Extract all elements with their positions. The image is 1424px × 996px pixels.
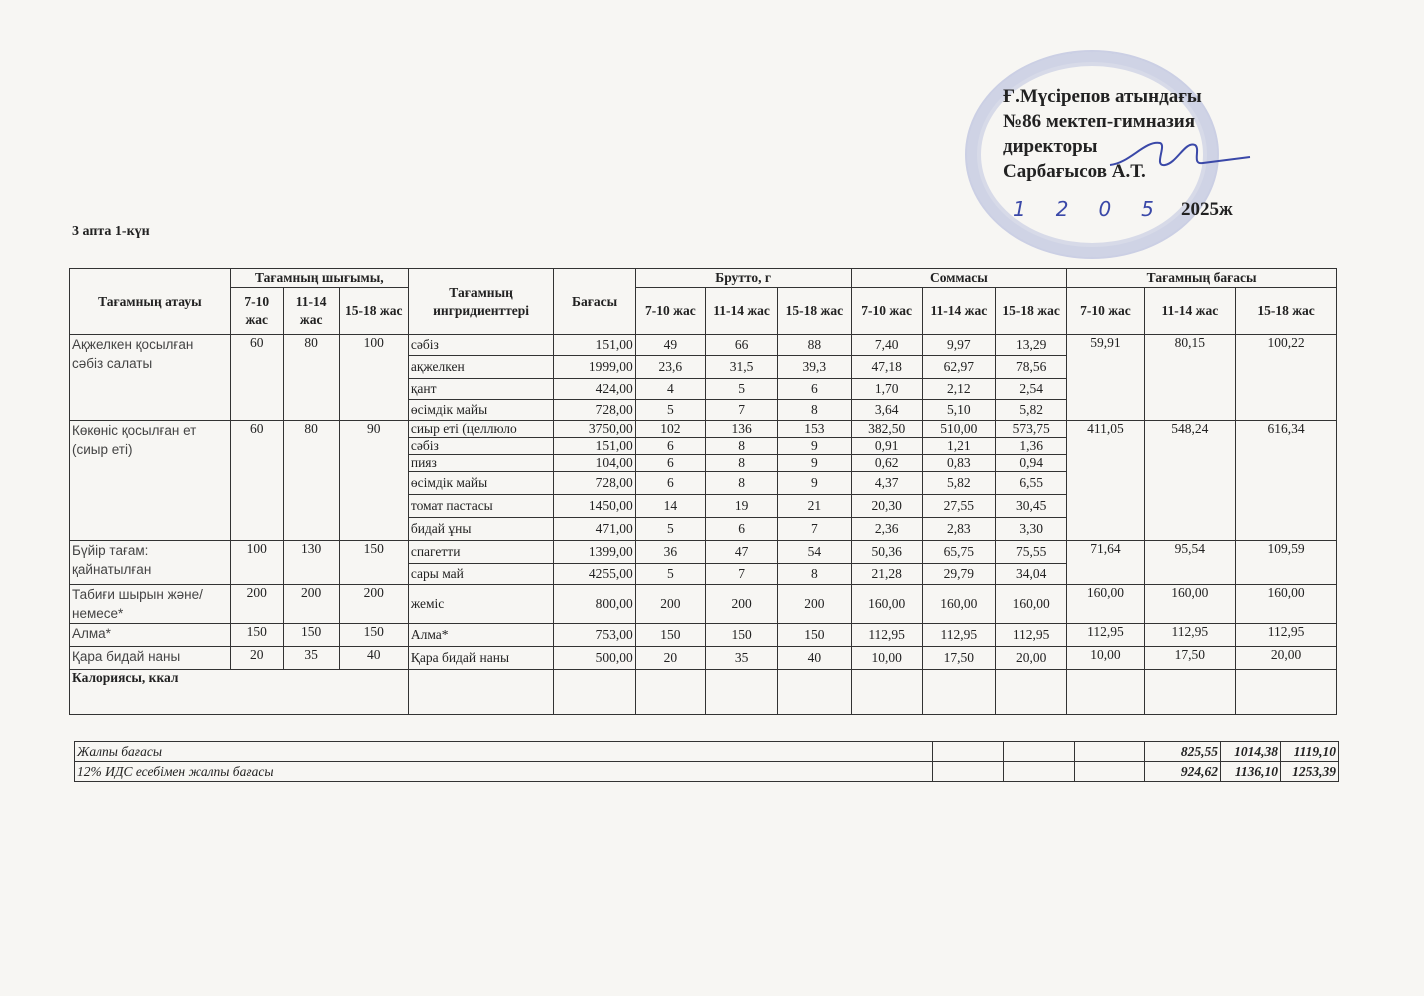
- ingredient-sum: 1,21: [922, 438, 995, 455]
- ingredient-sum: 21,28: [851, 564, 922, 585]
- total-11-14: 1014,38: [1221, 742, 1281, 762]
- ingredient-brutto: 8: [705, 455, 777, 472]
- ingredient-brutto: 9: [778, 438, 851, 455]
- ingredient-brutto: 6: [635, 438, 705, 455]
- dish-yield: 150: [283, 624, 339, 647]
- ingredient-price: 800,00: [554, 585, 635, 624]
- ingredient-sum: 5,82: [996, 400, 1067, 421]
- ingredient-brutto: 150: [705, 624, 777, 647]
- ingredient-brutto: 5: [635, 518, 705, 541]
- ingredient-brutto: 66: [705, 335, 777, 356]
- dish-price-total: 20,00: [1236, 647, 1337, 670]
- ingredient-price: 3750,00: [554, 421, 635, 438]
- header-price: Бағасы: [554, 269, 635, 335]
- ingredient-name: жеміс: [408, 585, 554, 624]
- calories-cell: [996, 670, 1067, 715]
- table-row: [70, 647, 1337, 670]
- ingredient-name: Қара бидай наны: [408, 647, 554, 670]
- ingredient-sum: 160,00: [922, 585, 995, 624]
- dish-yield: 80: [283, 421, 339, 541]
- header-brutto-age-1: 7-10 жас: [635, 288, 705, 335]
- ingredient-sum: 78,56: [996, 356, 1067, 379]
- ingredient-price: 1999,00: [554, 356, 635, 379]
- ingredient-brutto: 200: [635, 585, 705, 624]
- dish-name: Қара бидай наны: [70, 647, 231, 670]
- total-15-18: 1119,10: [1281, 742, 1339, 762]
- dish-price-total: 100,22: [1236, 335, 1337, 421]
- ingredient-name: ақжелкен: [408, 356, 554, 379]
- ingredient-brutto: 54: [778, 541, 851, 564]
- approval-date: [1013, 197, 1184, 222]
- table-row: [70, 624, 1337, 647]
- ingredient-brutto: 47: [705, 541, 777, 564]
- ingredient-sum: 0,83: [922, 455, 995, 472]
- ingredient-sum: 112,95: [922, 624, 995, 647]
- ingredient-sum: 1,36: [996, 438, 1067, 455]
- ingredient-name: өсімдік майы: [408, 400, 554, 421]
- dish-name: Бүйір тағам: қайнатылған: [70, 541, 231, 585]
- vat-15-18: 1253,39: [1281, 762, 1339, 782]
- dish-price-total: 71,64: [1067, 541, 1144, 585]
- calories-cell: [922, 670, 995, 715]
- ingredient-brutto: 7: [778, 518, 851, 541]
- header-sum-age-3: 15-18 жас: [996, 288, 1067, 335]
- calories-cell: [408, 670, 554, 715]
- ingredient-sum: 20,30: [851, 495, 922, 518]
- ingredient-sum: 3,30: [996, 518, 1067, 541]
- ingredient-brutto: 19: [705, 495, 777, 518]
- ingredient-brutto: 153: [778, 421, 851, 438]
- dish-yield: 100: [339, 335, 408, 421]
- dish-yield: 40: [339, 647, 408, 670]
- ingredient-sum: 47,18: [851, 356, 922, 379]
- ingredient-sum: 5,82: [922, 472, 995, 495]
- ingredient-name: қант: [408, 379, 554, 400]
- dish-name: Көкөніс қосылған ет (сиыр еті): [70, 421, 231, 541]
- ingredient-sum: 50,36: [851, 541, 922, 564]
- calories-cell: [1144, 670, 1236, 715]
- ingredient-price: 471,00: [554, 518, 635, 541]
- dish-yield: 35: [283, 647, 339, 670]
- ingredient-sum: 573,75: [996, 421, 1067, 438]
- vat-11-14: 1136,10: [1221, 762, 1281, 782]
- ingredient-brutto: 200: [778, 585, 851, 624]
- dish-name: Ақжелкен қосылған сәбіз салаты: [70, 335, 231, 421]
- total-row: [75, 742, 1339, 762]
- ingredient-brutto: 8: [705, 438, 777, 455]
- ingredient-sum: 17,50: [922, 647, 995, 670]
- dish-yield: 150: [339, 541, 408, 585]
- ingredient-brutto: 9: [778, 455, 851, 472]
- ingredient-sum: 75,55: [996, 541, 1067, 564]
- ingredient-name: сәбіз: [408, 335, 554, 356]
- approval-line-4: Сарбағысов А.Т.: [1003, 161, 1146, 182]
- ingredient-sum: 20,00: [996, 647, 1067, 670]
- ingredient-sum: 3,64: [851, 400, 922, 421]
- menu-table: [69, 268, 1337, 715]
- dish-yield: 200: [283, 585, 339, 624]
- dish-yield: 200: [339, 585, 408, 624]
- dish-price-total: 112,95: [1236, 624, 1337, 647]
- ingredient-name: өсімдік майы: [408, 472, 554, 495]
- ingredient-price: 728,00: [554, 472, 635, 495]
- calories-cell: [851, 670, 922, 715]
- dish-yield: 80: [283, 335, 339, 421]
- ingredient-brutto: 150: [778, 624, 851, 647]
- ingredient-brutto: 9: [778, 472, 851, 495]
- header-dish-price-age-1: 7-10 жас: [1067, 288, 1144, 335]
- ingredient-brutto: 6: [778, 379, 851, 400]
- day-label: 3 апта 1-күн: [72, 224, 150, 239]
- ingredient-sum: 9,97: [922, 335, 995, 356]
- ingredient-brutto: 20: [635, 647, 705, 670]
- approval-line-3: директоры: [1003, 136, 1098, 157]
- total-label: Жалпы бағасы: [75, 742, 933, 762]
- header-dish-price: Тағамның бағасы: [1067, 269, 1337, 288]
- ingredient-name: сиыр еті (целлюло: [408, 421, 554, 438]
- ingredient-sum: 1,70: [851, 379, 922, 400]
- header-brutto-age-3: 15-18 жас: [778, 288, 851, 335]
- date-day: 12: [1013, 197, 1099, 221]
- table-row: [70, 335, 1337, 356]
- ingredient-price: 4255,00: [554, 564, 635, 585]
- dish-yield: 150: [339, 624, 408, 647]
- dish-yield: 60: [230, 335, 283, 421]
- ingredient-name: спагетти: [408, 541, 554, 564]
- ingredient-brutto: 31,5: [705, 356, 777, 379]
- ingredient-sum: 27,55: [922, 495, 995, 518]
- ingredient-brutto: 23,6: [635, 356, 705, 379]
- ingredient-brutto: 7: [705, 564, 777, 585]
- ingredient-sum: 112,95: [851, 624, 922, 647]
- ingredient-brutto: 49: [635, 335, 705, 356]
- dish-price-total: 95,54: [1144, 541, 1236, 585]
- ingredient-brutto: 8: [778, 564, 851, 585]
- ingredient-sum: 0,94: [996, 455, 1067, 472]
- ingredient-brutto: 5: [635, 564, 705, 585]
- vat-label: 12% ИДС есебімен жалпы бағасы: [75, 762, 933, 782]
- calories-cell: [705, 670, 777, 715]
- table-row: [70, 421, 1337, 438]
- ingredient-sum: 160,00: [851, 585, 922, 624]
- ingredient-brutto: 8: [778, 400, 851, 421]
- ingredient-sum: 10,00: [851, 647, 922, 670]
- ingredient-brutto: 6: [635, 472, 705, 495]
- calories-cell: [1236, 670, 1337, 715]
- dish-price-total: 17,50: [1144, 647, 1236, 670]
- ingredient-sum: 2,36: [851, 518, 922, 541]
- approval-year: 2025ж: [1181, 199, 1233, 220]
- ingredient-name: Алма*: [408, 624, 554, 647]
- ingredient-sum: 6,55: [996, 472, 1067, 495]
- dish-yield: 200: [230, 585, 283, 624]
- dish-price-total: 160,00: [1236, 585, 1337, 624]
- ingredient-brutto: 6: [705, 518, 777, 541]
- ingredient-brutto: 5: [705, 379, 777, 400]
- totals-table: [74, 741, 1339, 782]
- ingredient-sum: 510,00: [922, 421, 995, 438]
- header-sum-age-2: 11-14 жас: [922, 288, 995, 335]
- ingredient-brutto: 88: [778, 335, 851, 356]
- ingredient-sum: 7,40: [851, 335, 922, 356]
- ingredient-price: 104,00: [554, 455, 635, 472]
- header-yield: Тағамның шығымы,: [230, 269, 408, 288]
- ingredient-sum: 2,12: [922, 379, 995, 400]
- ingredient-brutto: 136: [705, 421, 777, 438]
- ingredient-price: 728,00: [554, 400, 635, 421]
- ingredient-sum: 382,50: [851, 421, 922, 438]
- ingredient-brutto: 8: [705, 472, 777, 495]
- signature: [1105, 135, 1255, 175]
- dish-price-total: 411,05: [1067, 421, 1144, 541]
- ingredient-brutto: 35: [705, 647, 777, 670]
- dish-yield: 100: [230, 541, 283, 585]
- dish-price-total: 109,59: [1236, 541, 1337, 585]
- ingredient-sum: 62,97: [922, 356, 995, 379]
- ingredient-sum: 2,54: [996, 379, 1067, 400]
- dish-price-total: 10,00: [1067, 647, 1144, 670]
- ingredient-brutto: 14: [635, 495, 705, 518]
- header-row-1: [70, 269, 1337, 288]
- date-month: 05: [1098, 197, 1184, 221]
- dish-price-total: 548,24: [1144, 421, 1236, 541]
- ingredient-price: 151,00: [554, 335, 635, 356]
- ingredient-brutto: 7: [705, 400, 777, 421]
- ingredient-sum: 2,83: [922, 518, 995, 541]
- dish-price-total: 59,91: [1067, 335, 1144, 421]
- ingredient-sum: 30,45: [996, 495, 1067, 518]
- ingredient-price: 424,00: [554, 379, 635, 400]
- ingredient-brutto: 36: [635, 541, 705, 564]
- ingredient-sum: 5,10: [922, 400, 995, 421]
- ingredient-sum: 13,29: [996, 335, 1067, 356]
- ingredient-brutto: 40: [778, 647, 851, 670]
- ingredient-price: 1399,00: [554, 541, 635, 564]
- ingredient-brutto: 21: [778, 495, 851, 518]
- dish-price-total: 160,00: [1067, 585, 1144, 624]
- header-yield-age-3: 15-18 жас: [339, 288, 408, 335]
- ingredient-sum: 4,37: [851, 472, 922, 495]
- calories-cell: [1067, 670, 1144, 715]
- dish-yield: 60: [230, 421, 283, 541]
- dish-yield: 90: [339, 421, 408, 541]
- table-row: [70, 585, 1337, 624]
- header-brutto: Брутто, г: [635, 269, 851, 288]
- ingredient-sum: 29,79: [922, 564, 995, 585]
- header-yield-age-1: 7-10 жас: [230, 288, 283, 335]
- ingredient-sum: 160,00: [996, 585, 1067, 624]
- dish-yield: 20: [230, 647, 283, 670]
- ingredient-name: томат пастасы: [408, 495, 554, 518]
- ingredient-name: сәбіз: [408, 438, 554, 455]
- approval-line-1: Ғ.Мүсірепов атындағы: [1003, 86, 1202, 107]
- vat-row: [75, 762, 1339, 782]
- header-ingredients: Тағамның ингридиенттері: [408, 269, 554, 335]
- dish-price-total: 112,95: [1144, 624, 1236, 647]
- ingredient-price: 151,00: [554, 438, 635, 455]
- ingredient-brutto: 150: [635, 624, 705, 647]
- ingredient-price: 1450,00: [554, 495, 635, 518]
- dish-price-total: 160,00: [1144, 585, 1236, 624]
- ingredient-name: пияз: [408, 455, 554, 472]
- dish-name: Табиғи шырын және/немесе*: [70, 585, 231, 624]
- total-7-10: 825,55: [1145, 742, 1221, 762]
- ingredient-brutto: 5: [635, 400, 705, 421]
- ingredient-sum: 0,62: [851, 455, 922, 472]
- calories-cell: [778, 670, 851, 715]
- dish-yield: 130: [283, 541, 339, 585]
- ingredient-price: 500,00: [554, 647, 635, 670]
- ingredient-sum: 112,95: [996, 624, 1067, 647]
- ingredient-sum: 34,04: [996, 564, 1067, 585]
- ingredient-name: бидай ұны: [408, 518, 554, 541]
- dish-price-total: 616,34: [1236, 421, 1337, 541]
- header-sum: Соммасы: [851, 269, 1067, 288]
- ingredient-name: сары май: [408, 564, 554, 585]
- calories-label: Калориясы, ккал: [70, 670, 409, 715]
- calories-cell: [635, 670, 705, 715]
- header-brutto-age-2: 11-14 жас: [705, 288, 777, 335]
- header-dish-price-age-2: 11-14 жас: [1144, 288, 1236, 335]
- dish-price-total: 80,15: [1144, 335, 1236, 421]
- ingredient-sum: 0,91: [851, 438, 922, 455]
- ingredient-brutto: 4: [635, 379, 705, 400]
- ingredient-price: 753,00: [554, 624, 635, 647]
- ingredient-brutto: 200: [705, 585, 777, 624]
- header-yield-age-2: 11-14 жас: [283, 288, 339, 335]
- ingredient-sum: 65,75: [922, 541, 995, 564]
- ingredient-brutto: 102: [635, 421, 705, 438]
- calories-cell: [554, 670, 635, 715]
- dish-name: Алма*: [70, 624, 231, 647]
- header-row-2: [70, 288, 1337, 335]
- header-dish-price-age-3: 15-18 жас: [1236, 288, 1337, 335]
- vat-7-10: 924,62: [1145, 762, 1221, 782]
- header-dish-name: Тағамның атауы: [70, 269, 231, 335]
- ingredient-brutto: 39,3: [778, 356, 851, 379]
- approval-line-2: №86 мектеп-гимназия: [1003, 111, 1196, 132]
- ingredient-brutto: 6: [635, 455, 705, 472]
- header-sum-age-1: 7-10 жас: [851, 288, 922, 335]
- dish-price-total: 112,95: [1067, 624, 1144, 647]
- dish-yield: 150: [230, 624, 283, 647]
- calories-row: [70, 670, 1337, 715]
- table-row: [70, 541, 1337, 564]
